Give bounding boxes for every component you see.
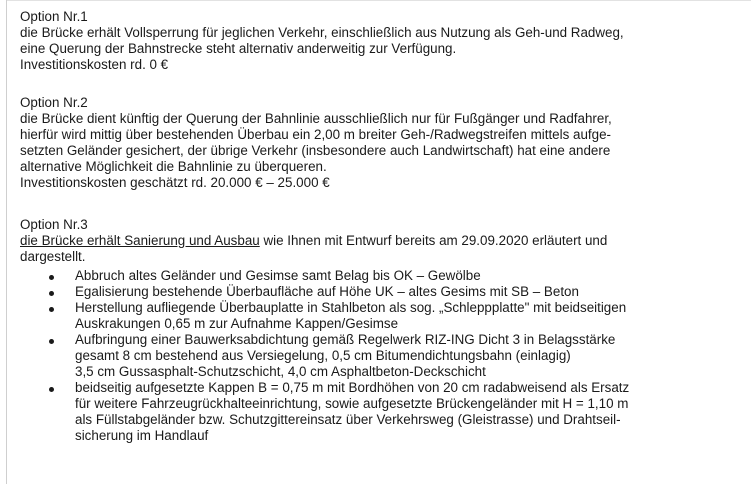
bullet-item bbox=[20, 268, 740, 284]
option-2-line-4: alternative Möglichkeit die Bahnlinie zu überqueren. bbox=[20, 159, 327, 174]
bullet-line: Auskrakungen 0,65 m zur Aufnahme Kappen/Gesimse bbox=[75, 316, 399, 331]
option-3-intro-rest: wie Ihnen mit Entwurf bereits am 29.09.2020 erläutert und bbox=[259, 233, 608, 248]
option-3-intro-line-2: dargestellt. bbox=[20, 249, 86, 264]
bullet-dot-icon bbox=[49, 339, 54, 344]
bullet-line: 3,5 cm Gussasphalt-Schutzschicht, 4,0 cm Asphaltbeton-Deckschicht bbox=[75, 364, 486, 379]
option-3-section bbox=[20, 217, 740, 265]
bullet-dot-icon bbox=[49, 291, 54, 296]
bullet-line: sicherung im Handlauf bbox=[75, 428, 209, 443]
bullet-item bbox=[20, 284, 740, 300]
bullet-item bbox=[20, 300, 740, 332]
bullet-dot-icon bbox=[49, 275, 54, 280]
bullet-line: gesamt 8 cm bestehend aus Versiegelung, 0,5 cm Bitumendichtungsbahn (einlagig) bbox=[75, 348, 571, 363]
option-2-line-1: die Brücke dient künftig der Querung der Bahnlinie ausschließlich nur für Fußgänger und Radfahrer, bbox=[20, 111, 612, 126]
option-2-line-2: hierfür wird mittig über bestehenden Überbau ein 2,00 m breiter Geh-/Radwegstreifen mittels aufge- bbox=[20, 127, 611, 142]
bullet-line: Abbruch altes Geländer und Gesimse samt Belag bis OK – Gewölbe bbox=[75, 268, 481, 283]
option-3-bullet-list bbox=[20, 268, 740, 444]
option-3-heading: Option Nr.3 bbox=[20, 217, 88, 232]
option-2-heading: Option Nr.2 bbox=[20, 95, 88, 110]
bullet-item bbox=[20, 380, 740, 444]
option-1-line-2: eine Querung der Bahnstrecke steht alternativ anderweitig zur Verfügung. bbox=[20, 41, 457, 56]
bullet-line: Herstellung aufliegende Überbauplatte in Stahlbeton als sog. „Schleppplatte" mit beidseitigen bbox=[75, 300, 627, 315]
bullet-dot-icon bbox=[49, 307, 54, 312]
bullet-line: beidseitig aufgesetzte Kappen B = 0,75 m mit Bordhöhen von 20 cm radabweisend als Ersatz bbox=[75, 380, 630, 395]
page-border-top bbox=[6, 0, 751, 1]
option-2-line-3: setzten Geländer gesichert, der übrige Verkehr (insbesondere auch Landwirtschaft) hat eine andere bbox=[20, 143, 611, 158]
bullet-item bbox=[20, 332, 740, 380]
option-1-cost: Investitionskosten rd. 0 € bbox=[20, 57, 169, 72]
option-3-intro bbox=[20, 233, 740, 249]
option-1-heading: Option Nr.1 bbox=[20, 9, 88, 24]
option-3-intro-underlined: die Brücke erhält Sanierung und Ausbau bbox=[20, 233, 260, 248]
bullet-line: Aufbringung einer Bauwerksabdichtung gemäß Regelwerk RIZ-ING Dicht 3 in Belagsstärke bbox=[75, 332, 616, 347]
option-1-section bbox=[20, 9, 740, 73]
option-1-line-1: die Brücke erhält Vollsperrung für jeglichen Verkehr, einschließlich aus Nutzung als Geh-und Radweg, bbox=[20, 25, 624, 40]
bullet-line: Egalisierung bestehende Überbaufläche auf Höhe UK – altes Gesims mit SB – Beton bbox=[75, 284, 579, 299]
page-border-left bbox=[6, 0, 7, 484]
option-2-section bbox=[20, 95, 740, 191]
bullet-line: als Füllstabgeländer bzw. Schutzgittereinsatz über Verkehrsweg (Gleistrasse) und Drahtseil- bbox=[75, 412, 621, 427]
bullet-line: für weitere Fahrzeugrückhalteeinrichtung, sowie aufgesetzte Brückengeländer mit H = 1,10 m bbox=[75, 396, 629, 411]
bullet-dot-icon bbox=[49, 387, 54, 392]
option-2-cost: Investitionskosten geschätzt rd. 20.000 € – 25.000 € bbox=[20, 175, 330, 190]
